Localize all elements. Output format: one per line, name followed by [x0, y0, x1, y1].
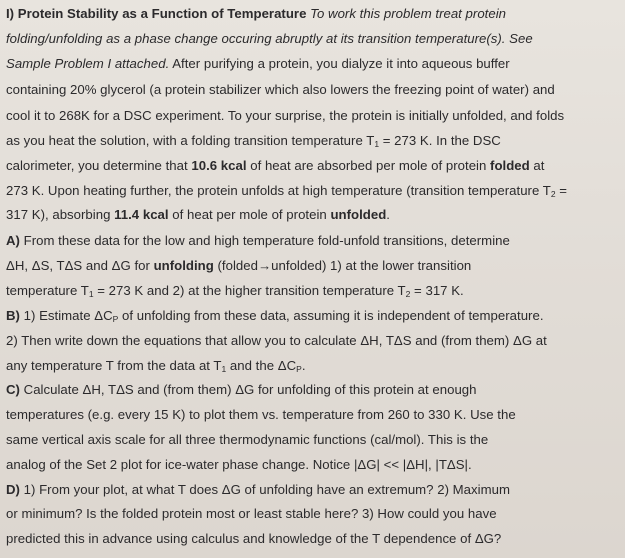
text-line	[6, 432, 488, 448]
subscript: P	[112, 314, 119, 324]
text-span: temperatures (e.g. every 15 K) to plot them vs. temperature from 260 to 330 K. Use the	[6, 407, 516, 422]
text-span: B)	[6, 308, 20, 323]
text-line	[6, 531, 501, 547]
text-span: unfolded	[330, 207, 387, 222]
text-line	[6, 258, 471, 274]
text-span: C)	[6, 382, 20, 397]
text-line	[6, 233, 510, 249]
text-span: or minimum? Is the folded protein most or least stable here? 3) How could you have	[6, 506, 497, 521]
text-line	[6, 133, 501, 149]
text-span: .	[386, 207, 390, 222]
text-span: calorimeter, you determine that	[6, 158, 192, 173]
text-span: as you heat the solution, with a folding transition temperature T	[6, 133, 375, 148]
text-span: same vertical axis scale for all three thermodynamic functions (cal/mol). This is the	[6, 432, 489, 447]
text-span: and the ΔC	[226, 358, 297, 373]
text-span: I) Protein Stability as a Function of Temperature	[6, 6, 307, 21]
text-span: 317 K), absorbing	[6, 207, 115, 222]
text-span: 11.4 kcal	[114, 207, 169, 222]
text-span: .	[301, 358, 306, 373]
text-span: After purifying a protein, you dialyze it into aqueous buffer	[169, 56, 510, 71]
text-span: cool it to 268K for a DSC experiment. To your surprise, the protein is initially unfolded, and folds	[6, 108, 565, 123]
text-span: folding/unfolding as a phase change occuring abruptly at its transition temperature(s). See	[6, 31, 533, 46]
text-span: unfolding	[153, 258, 214, 273]
text-span: containing 20% glycerol (a protein stabilizer which also lowers the freezing point of water) and	[6, 82, 555, 97]
text-span: = 273 K. In the DSC	[379, 133, 501, 148]
text-span: =	[555, 183, 568, 198]
text-line	[6, 207, 390, 223]
text-span: Sample Problem I attached.	[6, 56, 170, 71]
text-span: any temperature T from the data at T	[6, 358, 222, 373]
text-line	[6, 108, 564, 124]
text-line	[6, 158, 544, 174]
text-span: 1) Estimate ΔC	[19, 308, 113, 323]
text-span: = 317 K.	[410, 283, 464, 298]
text-span: at	[529, 158, 545, 173]
text-span: 273 K. Upon heating further, the protein unfolds at high temperature (transition temperature T	[6, 183, 551, 198]
text-span: of heat per mole of protein	[168, 207, 331, 222]
text-line	[6, 333, 547, 349]
subscript: 1	[88, 289, 94, 299]
text-span: From these data for the low and high temperature fold-unfold transitions, determine	[19, 233, 510, 248]
text-span: of heat are absorbed per mole of protein	[246, 158, 491, 173]
text-span: folded	[490, 158, 530, 173]
text-span: = 273 K and 2) at the higher transition temperature T	[93, 283, 406, 298]
text-line	[6, 82, 555, 98]
text-span: temperature T	[6, 283, 89, 298]
text-span: 1) From your plot, at what T does ΔG of unfolding have an extremum? 2) Maximum	[19, 482, 510, 497]
text-span: To work this problem treat protein	[306, 6, 507, 21]
text-line	[6, 56, 510, 72]
subscript: 1	[221, 364, 227, 374]
subscript: 2	[405, 289, 411, 299]
text-span: ΔH, ΔS, TΔS and ΔG for	[6, 258, 154, 273]
subscript: P	[296, 364, 302, 374]
text-line	[6, 283, 464, 299]
text-span: (folded→unfolded) 1) at the lower transition	[213, 258, 472, 273]
text-line	[6, 183, 567, 199]
text-span: analog of the Set 2 plot for ice-water phase change. Notice |ΔG| << |ΔH|, |TΔS|.	[6, 457, 472, 472]
text-line	[6, 482, 510, 498]
text-span: predicted this in advance using calculus and knowledge of the T dependence of ΔG?	[6, 531, 502, 546]
text-line	[6, 457, 472, 473]
text-span: 2) Then write down the equations that allow you to calculate ΔH, TΔS and (from them) ΔG at	[6, 333, 547, 348]
text-span: 10.6 kcal	[191, 158, 247, 173]
text-line	[6, 358, 306, 374]
text-span: A)	[6, 233, 20, 248]
text-line	[6, 6, 506, 22]
text-line	[6, 382, 477, 398]
text-span: Calculate ΔH, TΔS and (from them) ΔG for unfolding of this protein at enough	[19, 382, 477, 397]
text-line	[6, 506, 497, 522]
text-line	[6, 31, 533, 47]
subscript: 2	[550, 189, 556, 199]
text-span: D)	[6, 482, 20, 497]
text-line	[6, 308, 544, 324]
text-span: of unfolding from these data, assuming it is independent of temperature.	[118, 308, 544, 323]
text-line	[6, 407, 516, 423]
subscript: 1	[374, 139, 380, 149]
